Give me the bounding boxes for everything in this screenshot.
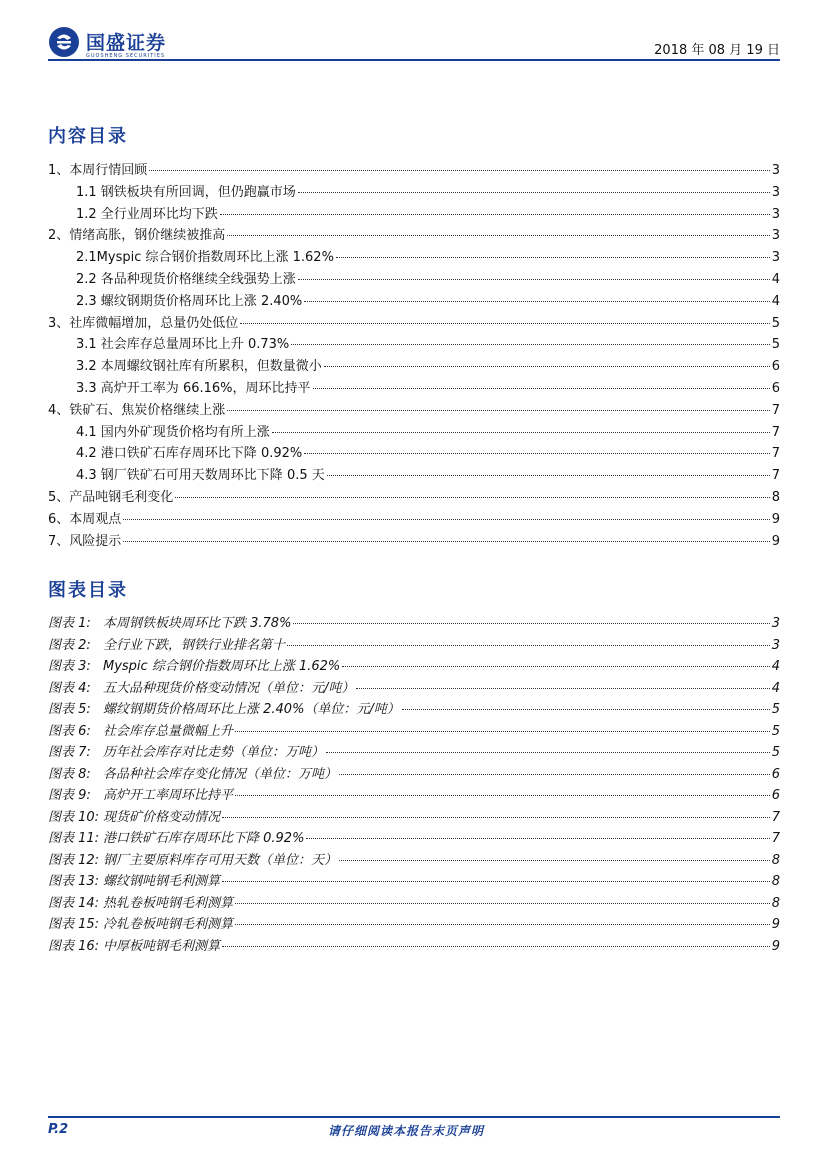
figure-entry-page: 9: [771, 938, 780, 954]
brand-subtitle: GUOSHENG SECURITIES: [86, 53, 166, 59]
figure-entry-number: 图表 2:: [48, 637, 91, 653]
contents-title: 内容目录: [48, 126, 128, 147]
dot-leader: [227, 410, 769, 411]
figure-entry[interactable]: [48, 913, 780, 935]
figure-entry-number: 图表 3:: [48, 659, 91, 674]
toc-entry-page: 3: [771, 250, 780, 266]
figure-entry[interactable]: [48, 827, 780, 849]
dot-leader: [326, 752, 770, 753]
toc-entry-label: 4.1 国内外矿现货价格均有所上涨: [76, 424, 270, 440]
toc-entry-page: 3: [771, 206, 780, 222]
toc-entry-label: 3.3 高炉开工率为 66.16%，周环比持平: [76, 380, 311, 396]
dot-leader: [293, 623, 769, 624]
figure-entry-number: 图表 12:: [48, 852, 100, 868]
figure-entry-number: 图表 1:: [48, 616, 91, 631]
figure-entry-title: 现货矿价格变动情况: [103, 809, 221, 825]
figure-entry-title: 五大品种现货价格变动情况（单位：元/吨）: [103, 680, 355, 696]
figure-entry-number: 图表 6:: [48, 723, 91, 739]
toc-entry-label: 2.3 螺纹钢期货价格周环比上涨 2.40%: [76, 293, 303, 309]
dot-leader: [304, 453, 769, 454]
toc-entry-label: 3.1 社会库存总量周环比上升 0.73%: [76, 337, 290, 353]
figure-entry[interactable]: [48, 634, 780, 656]
toc-entry[interactable]: [48, 268, 780, 290]
toc-entry[interactable]: [48, 377, 780, 399]
dot-leader: [222, 881, 770, 882]
figure-entry[interactable]: [48, 677, 780, 699]
dot-leader: [304, 301, 769, 302]
toc-entry-label: 3、社库微幅增加，总量仍处低位: [48, 315, 239, 331]
header-divider: [48, 59, 780, 61]
figure-entry[interactable]: [48, 849, 780, 871]
figure-entry-number: 图表 9:: [48, 788, 91, 803]
figure-entry-title: 钢厂主要原料库存可用天数（单位：天）: [103, 852, 338, 868]
contents-list: [48, 159, 780, 551]
toc-entry[interactable]: [48, 159, 780, 181]
dot-leader: [227, 235, 769, 236]
toc-entry-label: 3.2 本周螺纹钢社库有所累积，但数量微小: [76, 359, 322, 375]
toc-entry-label: 2.2 各品种现货价格继续全线强势上涨: [76, 271, 296, 287]
figure-entry-number: 图表 8:: [48, 766, 91, 782]
toc-entry-page: 7: [771, 446, 780, 462]
toc-entry[interactable]: [48, 290, 780, 312]
figure-entry[interactable]: [48, 720, 780, 742]
toc-entry-page: 8: [771, 489, 780, 505]
figure-entry-title: 历年社会库存对比走势（单位：万吨）: [103, 745, 325, 760]
dot-leader: [272, 432, 770, 433]
figure-entry-page: 5: [771, 723, 780, 739]
dot-leader: [342, 666, 769, 667]
page-number: P.2: [48, 1122, 69, 1137]
figure-entry-title: 港口铁矿石库存周环比下降 0.92%: [103, 831, 305, 846]
figure-entry-title: 社会库存总量微幅上升: [103, 723, 234, 739]
toc-entry[interactable]: [48, 464, 780, 486]
dot-leader: [339, 860, 770, 861]
figure-entry-number: 图表 7:: [48, 745, 91, 760]
figure-entry-title: 中厚板吨钢毛利测算: [103, 938, 221, 954]
toc-entry-label: 1.2 全行业周环比均下跌: [76, 206, 218, 222]
figure-entry-page: 8: [771, 852, 780, 868]
toc-entry-page: 7: [771, 468, 780, 484]
figure-entry-title: 螺纹钢吨钢毛利测算: [103, 874, 221, 889]
figure-entry-page: 7: [771, 809, 780, 825]
figure-entry-page: 3: [771, 616, 780, 631]
toc-entry-label: 1.1 钢铁板块有所回调，但仍跑赢市场: [76, 184, 296, 200]
toc-entry-page: 6: [771, 380, 780, 396]
figure-entry[interactable]: [48, 806, 780, 828]
figure-entry-page: 9: [771, 917, 780, 932]
toc-entry-page: 3: [771, 184, 780, 200]
figure-entry-number: 图表 13:: [48, 874, 100, 889]
figure-entry-title: 高炉开工率周环比持平: [103, 788, 234, 803]
dot-leader: [222, 946, 770, 947]
toc-entry-label: 1、本周行情回顾: [48, 163, 148, 178]
figure-entry-number: 图表 15:: [48, 917, 100, 932]
toc-entry-page: 4: [771, 293, 780, 309]
figure-entry-number: 图表 10:: [48, 809, 100, 825]
toc-entry[interactable]: [48, 399, 780, 421]
toc-entry[interactable]: [48, 530, 780, 552]
figure-entry-number: 图表 5:: [48, 702, 91, 717]
figure-entry-title: 本周钢铁板块周环比下跌 3.78%: [103, 616, 292, 631]
figure-entry[interactable]: [48, 655, 780, 677]
toc-entry-label: 4、铁矿石、焦炭价格继续上涨: [48, 402, 226, 418]
toc-entry-label: 4.2 港口铁矿石库存周环比下降 0.92%: [76, 446, 303, 462]
toc-entry-label: 4.3 钢厂铁矿石可用天数周环比下降 0.5 天: [76, 468, 325, 484]
toc-entry[interactable]: [48, 246, 780, 268]
figure-entry-page: 5: [771, 745, 780, 760]
toc-entry-page: 5: [771, 315, 780, 331]
dot-leader: [123, 519, 769, 520]
report-date: 2018 年 08 月 19 日: [654, 43, 780, 58]
toc-entry[interactable]: [48, 508, 780, 530]
toc-entry-label: 2.1Myspic 综合钢价指数周环比上涨 1.62%: [76, 250, 334, 266]
figure-entry[interactable]: [48, 935, 780, 957]
toc-entry-label: 7、风险提示: [48, 533, 122, 549]
figure-entry-title: 冷轧卷板吨钢毛利测算: [103, 917, 234, 932]
brand-name: 国盛证券: [86, 32, 167, 54]
dot-leader: [402, 709, 770, 710]
toc-entry-page: 3: [771, 228, 780, 244]
dot-leader: [235, 903, 770, 904]
toc-entry-label: 5、产品吨钢毛利变化: [48, 489, 174, 505]
dot-leader: [339, 774, 770, 775]
dot-leader: [298, 192, 770, 193]
figure-entry-number: 图表 14:: [48, 895, 100, 911]
toc-entry-page: 5: [771, 337, 780, 353]
dot-leader: [327, 475, 770, 476]
figure-entry-number: 图表 16:: [48, 938, 100, 954]
footer-disclaimer: 请仔细阅读本报告末页声明: [328, 1124, 485, 1138]
footer-divider: [48, 1116, 780, 1118]
dot-leader: [222, 817, 770, 818]
page-header: [48, 22, 780, 62]
dot-leader: [356, 688, 769, 689]
dot-leader: [306, 838, 769, 839]
figure-entry[interactable]: [48, 784, 780, 806]
figure-entry-page: 5: [771, 702, 780, 717]
figure-entry-title: 全行业下跌，钢铁行业排名第十: [103, 637, 286, 653]
figure-entry-page: 3: [771, 637, 780, 653]
toc-entry[interactable]: [48, 312, 780, 334]
dot-leader: [287, 645, 770, 646]
dot-leader: [291, 344, 769, 345]
toc-entry-label: 2、情绪高胀，钢价继续被推高: [48, 228, 226, 244]
figure-entry[interactable]: [48, 870, 780, 892]
figures-title: 图表目录: [48, 580, 128, 601]
toc-entry-page: 7: [771, 424, 780, 440]
figures-list: [48, 612, 780, 956]
figure-entry-page: 6: [771, 788, 780, 803]
dot-leader: [149, 170, 769, 171]
toc-entry[interactable]: [48, 224, 780, 246]
figure-entry-title: 热轧卷板吨钢毛利测算: [103, 895, 234, 911]
figure-entry[interactable]: [48, 763, 780, 785]
dot-leader: [336, 257, 770, 258]
dot-leader: [313, 388, 770, 389]
toc-entry-page: 3: [771, 163, 780, 178]
figure-entry[interactable]: [48, 741, 780, 763]
logo-mark-icon: [48, 26, 80, 58]
toc-entry[interactable]: [48, 442, 780, 464]
figure-entry-title: Myspic 综合钢价指数周环比上涨 1.62%: [103, 659, 341, 674]
figure-entry-page: 8: [771, 895, 780, 911]
figure-entry-number: 图表 11:: [48, 831, 100, 846]
toc-entry-label: 6、本周观点: [48, 511, 122, 527]
figure-entry[interactable]: [48, 698, 780, 720]
toc-entry[interactable]: [48, 181, 780, 203]
toc-entry-page: 6: [771, 359, 780, 375]
toc-entry-page: 9: [771, 511, 780, 527]
toc-entry[interactable]: [48, 203, 780, 225]
figure-entry-page: 4: [771, 659, 780, 674]
toc-entry-page: 7: [771, 402, 780, 418]
toc-entry[interactable]: [48, 355, 780, 377]
figure-entry-page: 7: [771, 831, 780, 846]
figure-entry-number: 图表 4:: [48, 680, 91, 696]
toc-entry[interactable]: [48, 333, 780, 355]
dot-leader: [175, 497, 769, 498]
dot-leader: [324, 366, 770, 367]
figure-entry-title: 螺纹钢期货价格周环比上涨 2.40%（单位：元/吨）: [103, 702, 400, 717]
dot-leader: [240, 323, 769, 324]
toc-entry-page: 4: [771, 271, 780, 287]
dot-leader: [235, 924, 770, 925]
figure-entry-title: 各品种社会库存变化情况（单位：万吨）: [103, 766, 338, 782]
figure-entry-page: 4: [771, 680, 780, 696]
figure-entry[interactable]: [48, 612, 780, 634]
toc-entry[interactable]: [48, 486, 780, 508]
figure-entry[interactable]: [48, 892, 780, 914]
toc-entry[interactable]: [48, 421, 780, 443]
figure-entry-page: 8: [771, 874, 780, 889]
dot-leader: [235, 795, 770, 796]
toc-entry-page: 9: [771, 533, 780, 549]
figure-entry-page: 6: [771, 766, 780, 782]
dot-leader: [298, 279, 770, 280]
dot-leader: [123, 541, 769, 542]
dot-leader: [220, 214, 770, 215]
dot-leader: [235, 731, 770, 732]
